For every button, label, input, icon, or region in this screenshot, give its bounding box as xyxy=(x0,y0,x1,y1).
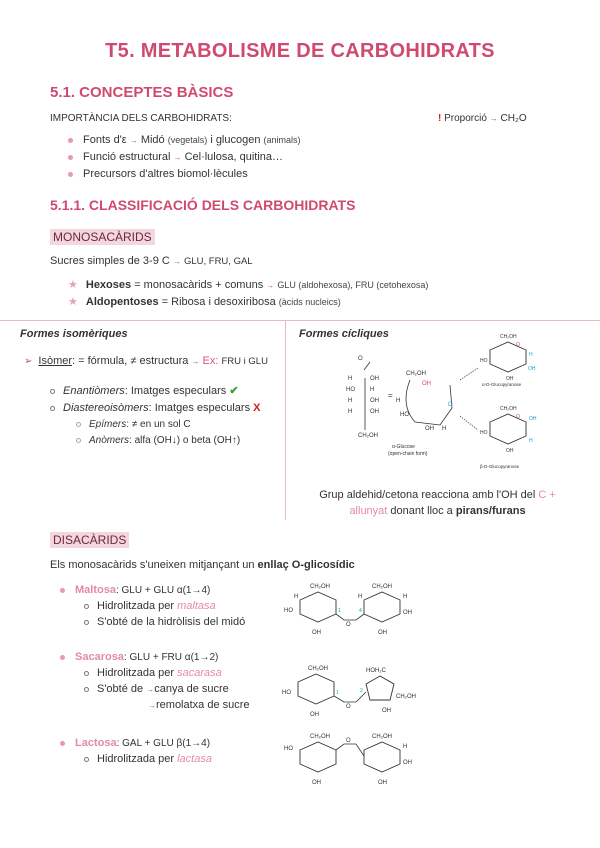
chem-label: OH xyxy=(370,376,379,382)
bullet-icon xyxy=(60,655,65,660)
chem-label: OH xyxy=(370,398,379,404)
check-icon: ✔ xyxy=(229,385,239,397)
arrow-icon: → xyxy=(191,357,200,366)
chem-label: HO xyxy=(480,430,488,436)
chem-label: HO xyxy=(346,387,355,393)
isomer-term: Isòmer xyxy=(38,355,73,367)
aldopentoses-term: Aldopentoses xyxy=(85,296,159,308)
star-icon: ★ xyxy=(68,296,78,308)
list-item xyxy=(84,600,216,612)
bullet-icon xyxy=(84,620,89,625)
chem-label: H xyxy=(442,426,447,432)
arrow-icon: → xyxy=(146,685,155,694)
chem-label: H xyxy=(370,387,375,393)
divider-vertical xyxy=(285,320,286,520)
bullet-icon xyxy=(76,422,81,427)
arrow-icon: → xyxy=(129,136,138,145)
chem-label: H xyxy=(294,594,299,600)
sacarosa-name: Sacarosa xyxy=(75,651,124,663)
bullet-icon xyxy=(60,741,65,746)
chem-label: HO xyxy=(480,358,488,364)
isomer-definition xyxy=(24,354,282,369)
bullet-icon xyxy=(84,757,89,762)
list-item xyxy=(68,134,301,146)
cyclic-forms-diagram xyxy=(330,330,540,478)
importancia-label: IMPORTÀNCIA DELS CARBOHIDRATS: xyxy=(50,113,232,124)
item-note: (animals) xyxy=(263,135,301,145)
chem-label: OH xyxy=(403,610,412,616)
chem-label: O xyxy=(358,356,363,362)
chem-label: OH xyxy=(382,708,391,714)
bullet-icon xyxy=(50,406,55,411)
hexoses-term: Hexoses xyxy=(85,279,132,291)
diastereoisomers-term: Diastereoisòmers xyxy=(63,402,149,414)
bullet-icon xyxy=(68,155,73,160)
maltosa-formula: : GLU + GLU α(1→4) xyxy=(115,585,211,596)
chem-label: O xyxy=(448,402,453,408)
chem-label: H xyxy=(348,409,353,415)
list-item xyxy=(50,384,239,397)
chem-label: H xyxy=(396,398,401,404)
isomer-text: : = fórmula, ≠ estructura xyxy=(72,355,189,367)
mono-examples: GLU, FRU, GAL xyxy=(183,256,253,267)
lactosa-formula: : GAL + GLU β(1→4) xyxy=(116,738,211,749)
bullet-icon xyxy=(76,438,81,443)
list-item xyxy=(50,402,261,414)
aldopentoses-text: = Ribosa i desoxiribosa xyxy=(158,296,276,308)
chem-label: OH xyxy=(425,426,434,432)
section-heading-5-1-1: 5.1.1. CLASSIFICACIÓ DELS CARBOHIDRATS xyxy=(50,197,356,213)
list-item xyxy=(84,683,229,695)
chem-label: OH xyxy=(506,376,514,382)
bullet-icon xyxy=(68,138,73,143)
item-text: Precursors d'altres biomol·lècules xyxy=(83,168,248,180)
list-item xyxy=(148,699,250,711)
enzyme-name: sacarasa xyxy=(177,667,222,679)
hexoses-text: = monosacàrids + comuns xyxy=(131,279,264,291)
enantiomers-text: : Imatges especulars xyxy=(124,385,227,397)
list-item xyxy=(76,435,240,446)
chem-label: OH xyxy=(528,366,536,372)
chem-label: OH xyxy=(506,448,514,454)
arrow-icon: → xyxy=(489,114,498,123)
cyclic-caption xyxy=(300,487,575,519)
proporcio-formula: CH₂O xyxy=(500,113,527,124)
maltosa-name: Maltosa xyxy=(75,584,116,596)
chem-label: OH xyxy=(422,381,431,387)
mono-definition xyxy=(50,255,253,267)
chem-label: HO xyxy=(282,690,291,696)
list-item xyxy=(68,168,248,180)
bullet-icon xyxy=(50,389,55,394)
item-text: Hidrolitzada per xyxy=(97,600,175,612)
intro-bold: enllaç O-glicosídic xyxy=(257,559,355,571)
star-icon: ★ xyxy=(68,279,78,291)
maltosa-item xyxy=(60,584,210,596)
chem-label: H xyxy=(403,594,408,600)
chem-label: O xyxy=(346,704,351,710)
caption-bold: pirans/furans xyxy=(455,505,526,517)
chem-label: H xyxy=(348,398,353,404)
list-item xyxy=(84,667,222,679)
hexoses-examples: GLU (aldohexosa), FRU (cetohexosa) xyxy=(277,280,429,290)
caption-highlight: C + allunyat xyxy=(349,489,556,517)
lactosa-item xyxy=(60,737,210,749)
chem-label: OH xyxy=(378,630,387,636)
cross-icon: X xyxy=(253,402,261,414)
aldopentoses-note: (àcids nucleics) xyxy=(278,297,341,307)
chem-label: OH xyxy=(529,416,537,422)
chem-label: HOH₂C xyxy=(366,668,386,674)
page-title: T5. METABOLISME DE CARBOHIDRATS xyxy=(105,40,495,62)
arrow-icon: → xyxy=(173,153,182,162)
arrow-icon: → xyxy=(266,281,275,290)
chem-label: H xyxy=(529,438,533,444)
anomers-text: : alfa (OH↓) o beta (OH↑) xyxy=(129,435,241,446)
item-text: i glucogen xyxy=(210,134,261,146)
item-text: Midó xyxy=(140,134,165,146)
mono-text: Sucres simples de 3-9 C xyxy=(50,255,170,267)
chem-label: CH₂OH xyxy=(372,734,392,740)
epimers-term: Epímers xyxy=(89,419,127,430)
proporcio-label: Proporció xyxy=(444,113,487,124)
chem-label: HO xyxy=(284,746,293,752)
bullet-icon xyxy=(84,604,89,609)
maltose-structure xyxy=(282,578,422,642)
chem-label: O xyxy=(346,622,351,628)
arrow-icon: → xyxy=(148,701,156,710)
section-heading-5-1: 5.1. CONCEPTES BÀSICS xyxy=(50,84,234,101)
sacarosa-formula: : GLU + FRU α(1→2) xyxy=(123,652,219,663)
beta-glucopyranose-label: β-D-Glucopyranose xyxy=(480,464,520,469)
example-value: FRU i GLU xyxy=(221,356,268,367)
chem-label: O xyxy=(516,414,520,420)
bullet-icon xyxy=(84,687,89,692)
bullet-icon xyxy=(68,172,73,177)
list-item xyxy=(84,753,212,765)
diastereoisomers-text: : Imatges especulars xyxy=(148,402,251,414)
item-text: Fonts d'ε xyxy=(83,134,127,146)
divider-horizontal xyxy=(0,320,600,321)
list-item xyxy=(84,616,245,628)
sacarosa-item xyxy=(60,651,218,663)
arrow-icon: → xyxy=(172,257,181,266)
chem-label: OH xyxy=(312,780,321,786)
item-text: Funció estructural xyxy=(83,151,171,163)
item-text: Hidrolitzada per xyxy=(97,667,175,679)
chem-label: OH xyxy=(312,630,321,636)
list-item xyxy=(68,151,283,163)
chem-label: 4 xyxy=(359,608,362,614)
chem-label: CH₂OH xyxy=(406,371,426,377)
isomers-heading: Formes isomèriques xyxy=(20,328,128,340)
chem-label: HO xyxy=(400,412,409,418)
example-label: Ex: xyxy=(202,355,219,367)
chem-label: O xyxy=(516,342,520,348)
chem-label: O xyxy=(346,738,351,744)
chem-label: CH₂OH xyxy=(310,734,330,740)
caption-text: donant lloc a xyxy=(390,505,453,517)
item-text: S'obté de xyxy=(97,683,144,695)
chem-label: H xyxy=(529,352,533,358)
subheading-disacarids: DISACÀRIDS xyxy=(50,532,129,548)
chem-label: CH₂OH xyxy=(310,584,330,590)
chem-label: CH₂OH xyxy=(500,406,517,412)
chem-label: 1 xyxy=(336,690,339,696)
item-text: canya de sucre xyxy=(154,683,229,695)
epimers-text: : ≠ en un sol C xyxy=(126,419,191,430)
chem-label: H xyxy=(358,594,363,600)
chem-label: CH₂OH xyxy=(308,666,328,672)
chem-label: H xyxy=(403,744,408,750)
bullet-icon xyxy=(60,588,65,593)
chem-label: 2 xyxy=(360,688,363,694)
chem-label: OH xyxy=(370,409,379,415)
cyclic-heading: Formes cícliques xyxy=(299,328,389,340)
lactose-structure xyxy=(282,728,422,792)
chem-label: H xyxy=(348,376,353,382)
chem-label: CH₂OH xyxy=(358,433,378,439)
proporcio-note xyxy=(438,113,527,124)
item-text: Cel·lulosa, quitina… xyxy=(184,151,283,163)
item-text: remolatxa de sucre xyxy=(156,699,250,711)
disac-intro xyxy=(50,559,355,571)
chem-label: CH₂OH xyxy=(396,694,416,700)
triangle-bullet-icon: ➢ xyxy=(24,356,33,367)
glucose-label: α-Glucose xyxy=(392,444,415,450)
intro-text: Els monosacàrids s'uneixen mitjançant un xyxy=(50,559,255,571)
alpha-glucopyranose-label: α-D-Glucopyranose xyxy=(482,382,522,387)
enzyme-name: lactasa xyxy=(177,753,212,765)
sucrose-structure xyxy=(282,660,422,720)
caption-text: Grup aldehid/cetona reacciona amb l'OH del xyxy=(319,489,536,501)
list-item xyxy=(68,295,341,308)
subheading-monosacarids: MONOSACÀRIDS xyxy=(50,229,155,245)
anomers-term: Anòmers xyxy=(89,435,130,446)
enzyme-name: maltasa xyxy=(177,600,216,612)
item-text: Hidrolitzada per xyxy=(97,753,175,765)
svg-text:=: = xyxy=(388,391,393,400)
open-chain-label: (open-chain form) xyxy=(388,451,428,457)
bullet-icon xyxy=(84,671,89,676)
chem-label: OH xyxy=(403,760,412,766)
list-item xyxy=(76,419,191,430)
item-note: (vegetals) xyxy=(167,135,208,145)
enantiomers-term: Enantiòmers xyxy=(63,385,125,397)
list-item xyxy=(68,278,428,291)
item-text: S'obté de la hidròlisis del midó xyxy=(97,616,246,628)
chem-label: CH₂OH xyxy=(500,334,517,340)
chem-label: HO xyxy=(284,608,293,614)
chem-label: OH xyxy=(378,780,387,786)
chem-label: OH xyxy=(310,712,319,718)
chem-label: 1 xyxy=(338,608,341,614)
exclamation-icon: ! xyxy=(438,113,442,124)
chem-label: CH₂OH xyxy=(372,584,392,590)
lactosa-name: Lactosa xyxy=(75,737,117,749)
